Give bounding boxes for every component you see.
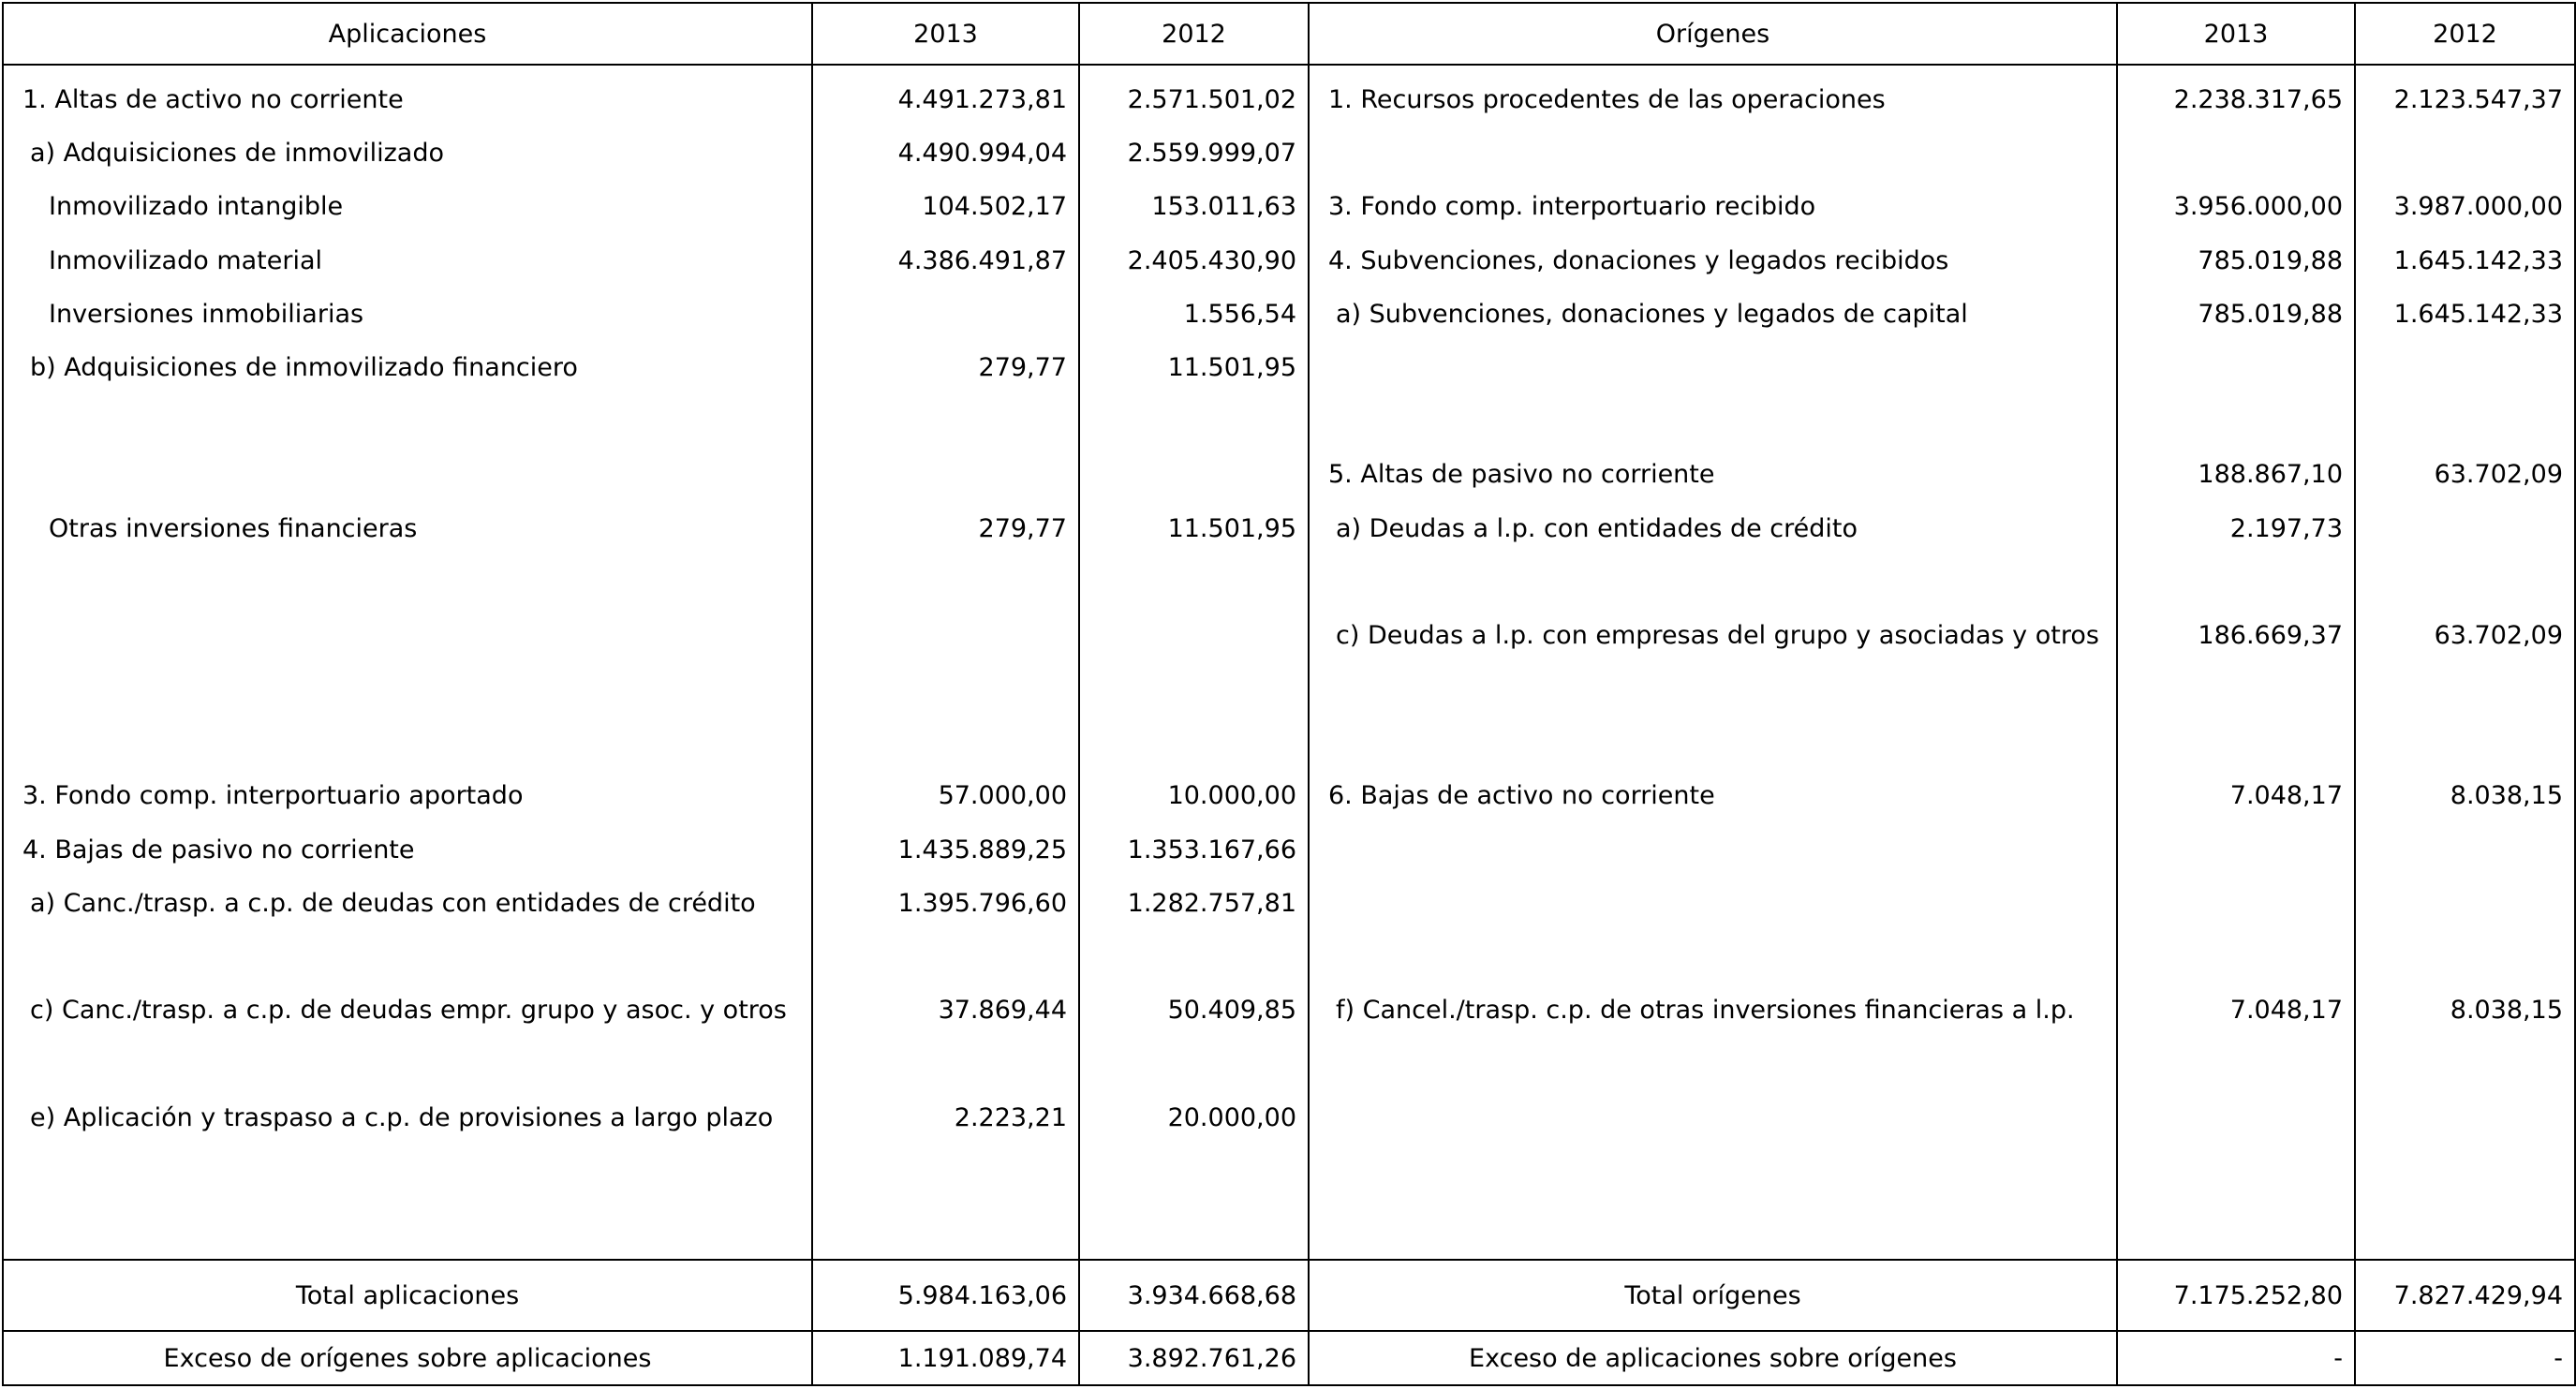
aplicaciones-v2013-1: 4.490.994,04 — [897, 139, 1067, 169]
origenes-v2013-2: 3.956.000,00 — [2173, 192, 2343, 222]
aplicaciones-v2013-8: 279,77 — [978, 513, 1067, 543]
origenes-v2012-3: 1.645.142,33 — [2393, 245, 2563, 275]
aplicaciones-v2013-12 — [824, 716, 1067, 769]
aplicaciones-v2012-16 — [1091, 930, 1296, 983]
aplicaciones-label-1: a) Adquisiciones de inmovilizado — [30, 139, 444, 169]
aplicaciones-v2012-12 — [1091, 716, 1296, 769]
aplicaciones-v2013-13: 57.000,00 — [938, 781, 1067, 811]
exceso-aplicaciones-label: Exceso de aplicaciones sobre orígenes — [1309, 1331, 2117, 1385]
origenes-label-1 — [1321, 126, 2105, 180]
origenes-v2013-12 — [2129, 716, 2343, 769]
aplicaciones-label-4: Inversiones inmobiliarias — [49, 299, 364, 329]
origenes-v2012-13: 8.038,15 — [2450, 781, 2563, 811]
aplicaciones-v2013-0: 4.491.273,81 — [897, 85, 1067, 114]
aplicaciones-v2013-5: 279,77 — [978, 352, 1067, 382]
aplicaciones-v2012-6 — [1091, 394, 1296, 448]
aplicaciones-label-3: Inmovilizado material — [49, 245, 323, 275]
origenes-v2013-14 — [2129, 823, 2343, 877]
aplicaciones-2013-column — [812, 65, 1079, 1260]
origenes-v2012-7: 63.702,09 — [2434, 460, 2563, 490]
origenes-label-4: a) Subvenciones, donaciones y legados de capital — [1336, 299, 1968, 329]
exceso-origenes-2013: 1.191.089,74 — [812, 1331, 1079, 1385]
funds-flow-table — [2, 2, 2576, 1386]
origenes-v2012-6 — [2367, 394, 2563, 448]
aplicaciones-label-12 — [15, 716, 800, 769]
origenes-2012-column — [2355, 65, 2575, 1260]
origenes-label-10: c) Deudas a l.p. con empresas del grupo y asociadas y otros — [1336, 620, 2099, 650]
origenes-v2012-10: 63.702,09 — [2434, 620, 2563, 650]
aplicaciones-v2012-2: 153.011,63 — [1151, 192, 1296, 222]
origenes-v2013-17: 7.048,17 — [2229, 996, 2343, 1026]
origenes-label-3: 4. Subvenciones, donaciones y legados recibidos — [1328, 245, 1949, 275]
origenes-v2012-12 — [2367, 716, 2563, 769]
header-aplicaciones-2013: 2013 — [812, 3, 1079, 65]
origenes-v2013-7: 188.867,10 — [2198, 460, 2343, 490]
origenes-v2012-4: 1.645.142,33 — [2393, 299, 2563, 329]
total-aplicaciones-2012: 3.934.668,68 — [1079, 1260, 1309, 1331]
aplicaciones-v2013-7 — [824, 448, 1067, 501]
origenes-v2012-11 — [2367, 662, 2563, 716]
aplicaciones-label-19: e) Aplicación y traspaso a c.p. de provisiones a largo plazo — [30, 1102, 774, 1132]
aplicaciones-v2012-13: 10.000,00 — [1167, 781, 1296, 811]
aplicaciones-v2012-0: 2.571.501,02 — [1127, 85, 1296, 114]
aplicaciones-v2013-19: 2.223,21 — [954, 1102, 1067, 1132]
origenes-v2013-11 — [2129, 662, 2343, 716]
aplicaciones-v2012-1: 2.559.999,07 — [1127, 139, 1296, 169]
total-aplicaciones-label: Total aplicaciones — [3, 1260, 812, 1331]
origenes-v2013-3: 785.019,88 — [2198, 245, 2343, 275]
header-origenes-2013: 2013 — [2117, 3, 2355, 65]
total-origenes-label: Total orígenes — [1309, 1260, 2117, 1331]
origenes-label-14 — [1321, 823, 2105, 877]
aplicaciones-v2012-17: 50.409,85 — [1167, 996, 1296, 1026]
origenes-v2013-16 — [2129, 930, 2343, 983]
exceso-aplicaciones-2012: - — [2355, 1331, 2575, 1385]
aplicaciones-v2013-6 — [824, 394, 1067, 448]
aplicaciones-label-13: 3. Fondo comp. interportuario aportado — [22, 781, 524, 811]
origenes-label-8: a) Deudas a l.p. con entidades de crédito — [1336, 513, 1858, 543]
origenes-labels-column — [1309, 65, 2117, 1260]
aplicaciones-label-16 — [15, 930, 800, 983]
header-origenes: Orígenes — [1309, 3, 2117, 65]
aplicaciones-label-5: b) Adquisiciones de inmovilizado financiero — [30, 352, 578, 382]
aplicaciones-v2013-14: 1.435.889,25 — [897, 835, 1067, 864]
origenes-label-19 — [1321, 1091, 2105, 1145]
aplicaciones-v2012-19: 20.000,00 — [1167, 1102, 1296, 1132]
origenes-v2012-1 — [2367, 126, 2563, 180]
header-origenes-2012: 2012 — [2355, 3, 2575, 65]
origenes-2013-column — [2117, 65, 2355, 1260]
origenes-v2013-9 — [2129, 555, 2343, 609]
origenes-v2013-10: 186.669,37 — [2198, 620, 2343, 650]
aplicaciones-label-11 — [15, 662, 800, 716]
origenes-v2013-18 — [2129, 1037, 2343, 1090]
origenes-v2013-4: 785.019,88 — [2198, 299, 2343, 329]
aplicaciones-label-7 — [15, 448, 800, 501]
origenes-v2012-0: 2.123.547,37 — [2393, 85, 2563, 114]
totals-row — [3, 1260, 2575, 1331]
aplicaciones-v2012-18 — [1091, 1037, 1296, 1090]
body-row — [3, 65, 2575, 1260]
origenes-label-16 — [1321, 930, 2105, 983]
origenes-v2013-19 — [2129, 1091, 2343, 1145]
origenes-label-18 — [1321, 1037, 2105, 1090]
header-aplicaciones: Aplicaciones — [3, 3, 812, 65]
aplicaciones-label-9 — [15, 555, 800, 609]
origenes-v2012-14 — [2367, 823, 2563, 877]
aplicaciones-v2013-9 — [824, 555, 1067, 609]
aplicaciones-v2012-8: 11.501,95 — [1167, 513, 1296, 543]
total-origenes-2012: 7.827.429,94 — [2355, 1260, 2575, 1331]
aplicaciones-v2013-10 — [824, 609, 1067, 662]
funds-flow-table-container — [2, 2, 2574, 1386]
aplicaciones-label-6 — [15, 394, 800, 448]
origenes-label-12 — [1321, 716, 2105, 769]
aplicaciones-label-10 — [15, 609, 800, 662]
origenes-v2012-17: 8.038,15 — [2450, 996, 2563, 1026]
origenes-label-9 — [1321, 555, 2105, 609]
origenes-label-15 — [1321, 877, 2105, 930]
origenes-label-0: 1. Recursos procedentes de las operaciones — [1328, 85, 1886, 114]
aplicaciones-v2013-18 — [824, 1037, 1067, 1090]
origenes-v2013-13: 7.048,17 — [2229, 781, 2343, 811]
origenes-label-17: f) Cancel./trasp. c.p. de otras inversiones financieras a l.p. — [1336, 996, 2075, 1026]
origenes-v2013-5 — [2129, 341, 2343, 394]
aplicaciones-v2013-17: 37.869,44 — [938, 996, 1067, 1026]
aplicaciones-v2012-15: 1.282.757,81 — [1127, 888, 1296, 918]
aplicaciones-label-15: a) Canc./trasp. a c.p. de deudas con entidades de crédito — [30, 888, 756, 918]
aplicaciones-v2013-2: 104.502,17 — [922, 192, 1067, 222]
origenes-label-6 — [1321, 394, 2105, 448]
aplicaciones-label-17: c) Canc./trasp. a c.p. de deudas empr. grupo y asoc. y otros — [30, 996, 787, 1026]
origenes-label-5 — [1321, 341, 2105, 394]
aplicaciones-v2012-5: 11.501,95 — [1167, 352, 1296, 382]
origenes-v2013-8: 2.197,73 — [2229, 513, 2343, 543]
origenes-v2012-5 — [2367, 341, 2563, 394]
origenes-v2013-15 — [2129, 877, 2343, 930]
exceso-origenes-label: Exceso de orígenes sobre aplicaciones — [3, 1331, 812, 1385]
origenes-v2013-6 — [2129, 394, 2343, 448]
aplicaciones-2012-column — [1079, 65, 1309, 1260]
aplicaciones-v2012-4: 1.556,54 — [1183, 299, 1296, 329]
origenes-v2012-9 — [2367, 555, 2563, 609]
total-origenes-2013: 7.175.252,80 — [2117, 1260, 2355, 1331]
origenes-v2012-8 — [2367, 502, 2563, 555]
origenes-v2012-15 — [2367, 877, 2563, 930]
aplicaciones-v2012-14: 1.353.167,66 — [1127, 835, 1296, 864]
exceso-row — [3, 1331, 2575, 1385]
aplicaciones-label-14: 4. Bajas de pasivo no corriente — [22, 835, 415, 864]
aplicaciones-labels-column — [3, 65, 812, 1260]
origenes-label-2: 3. Fondo comp. interportuario recibido — [1328, 192, 1816, 222]
total-aplicaciones-2013: 5.984.163,06 — [812, 1260, 1079, 1331]
origenes-v2013-1 — [2129, 126, 2343, 180]
aplicaciones-v2013-16 — [824, 930, 1067, 983]
exceso-aplicaciones-2013: - — [2117, 1331, 2355, 1385]
origenes-label-13: 6. Bajas de activo no corriente — [1328, 781, 1715, 811]
aplicaciones-v2012-3: 2.405.430,90 — [1127, 245, 1296, 275]
exceso-origenes-2012: 3.892.761,26 — [1079, 1331, 1309, 1385]
origenes-v2012-16 — [2367, 930, 2563, 983]
aplicaciones-label-0: 1. Altas de activo no corriente — [22, 85, 404, 114]
origenes-label-11 — [1321, 662, 2105, 716]
aplicaciones-v2012-11 — [1091, 662, 1296, 716]
origenes-v2012-19 — [2367, 1091, 2563, 1145]
aplicaciones-v2013-3: 4.386.491,87 — [897, 245, 1067, 275]
aplicaciones-label-18 — [15, 1037, 800, 1090]
header-row — [3, 3, 2575, 65]
origenes-v2012-2: 3.987.000,00 — [2393, 192, 2563, 222]
header-aplicaciones-2012: 2012 — [1079, 3, 1309, 65]
origenes-label-7: 5. Altas de pasivo no corriente — [1328, 460, 1715, 490]
aplicaciones-v2013-11 — [824, 662, 1067, 716]
aplicaciones-v2013-4 — [824, 288, 1067, 341]
origenes-v2012-18 — [2367, 1037, 2563, 1090]
aplicaciones-label-8: Otras inversiones financieras — [49, 513, 418, 543]
aplicaciones-v2012-10 — [1091, 609, 1296, 662]
origenes-v2013-0: 2.238.317,65 — [2173, 85, 2343, 114]
aplicaciones-v2013-15: 1.395.796,60 — [897, 888, 1067, 918]
aplicaciones-v2012-9 — [1091, 555, 1296, 609]
aplicaciones-v2012-7 — [1091, 448, 1296, 501]
aplicaciones-label-2: Inmovilizado intangible — [49, 192, 344, 222]
